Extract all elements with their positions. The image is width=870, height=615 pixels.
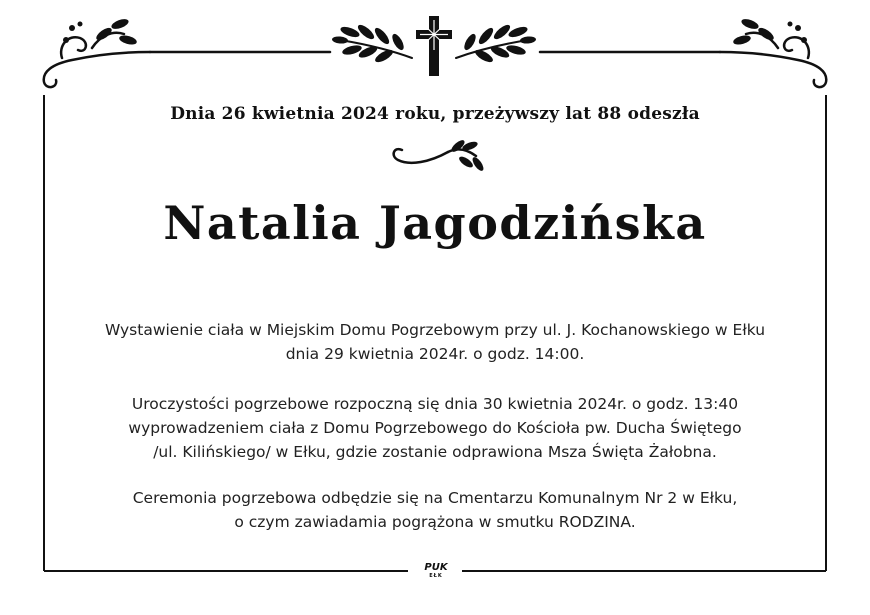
funeral-paragraph (40, 392, 830, 464)
paragraph-line: Wystawienie ciała w Miejskim Domu Pogrzebowym przy ul. J. Kochanowskiego w Ełku (104, 321, 766, 339)
logo-main-text: PUK (424, 562, 448, 573)
paragraph-line: o czym zawiadamia pogrążona w smutku RODZINA. (234, 513, 636, 531)
paragraph-line: wyprowadzeniem ciała z Domu Pogrzebowego do Kościoła pw. Ducha Świętego (128, 419, 742, 437)
leaf-swirl-icon (394, 138, 486, 172)
viewing-paragraph (40, 318, 830, 366)
cross-with-laurel-icon (332, 16, 537, 76)
deceased-name: Natalia Jagodzińska (163, 196, 707, 250)
paragraph-line: dnia 29 kwietnia 2024r. o godz. 14:00. (285, 345, 585, 363)
logo-sub-text: EŁK (429, 573, 443, 579)
paragraph-line: Ceremonia pogrzebowa odbędzie się na Cmentarzu Komunalnym Nr 2 w Ełku, (132, 489, 738, 507)
burial-paragraph (40, 486, 830, 534)
paragraph-line: /ul. Kilińskiego/ w Ełku, gdzie zostanie odprawiona Msza Święta Żałobna. (153, 443, 717, 461)
paragraph-line: Uroczystości pogrzebowe rozpoczną się dnia 30 kwietnia 2024r. o godz. 13:40 (131, 395, 739, 413)
death-date-line: Dnia 26 kwietnia 2024 roku, przeżywszy lat 88 odeszła (170, 104, 700, 124)
company-logo (416, 563, 456, 579)
